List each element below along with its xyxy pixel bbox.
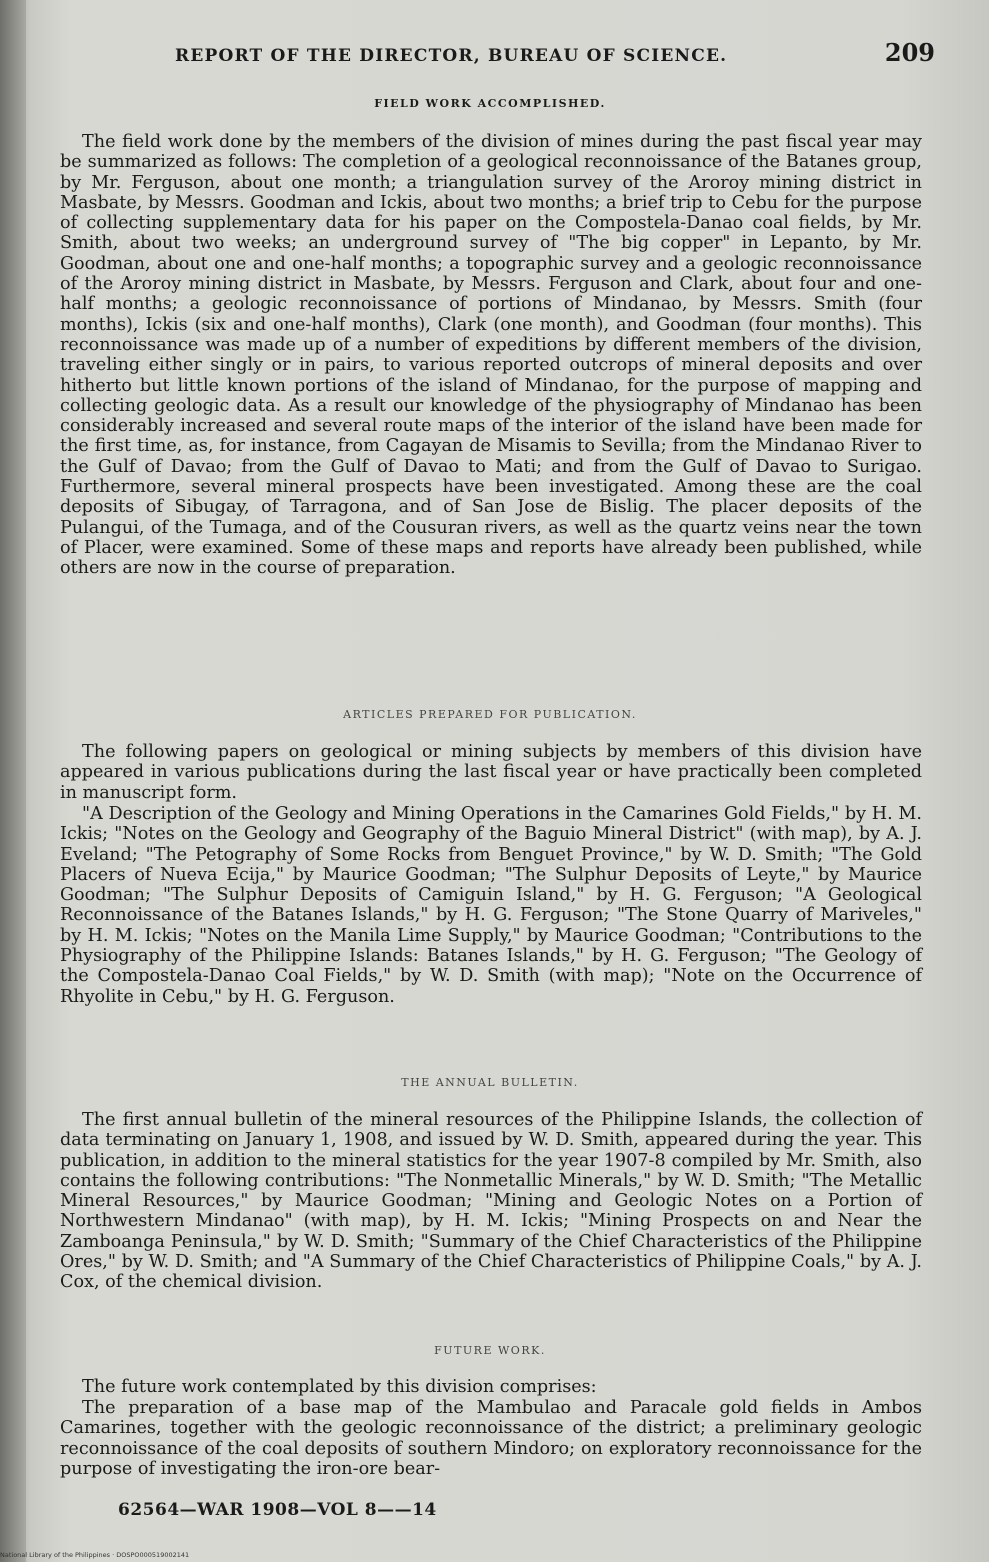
scan-credit: National Library of the Philippines · DOSPO000519002141 [0, 1551, 190, 1559]
page-binding-edge [0, 0, 26, 1562]
paragraph-future-intro: The future work contemplated by this division comprises: [82, 1377, 597, 1397]
paragraph-annual-bulletin: The first annual bulletin of the mineral resources of the Philippine Islands, the collection of data terminating on January 1, 1908, and issued by W. D. Smith, appeared during the year. This publication, in addition to the mineral statistics for the year 1907-8 compiled by Mr. Smith, also contains the following contributions: "The Nonmetallic Minerals," by W. D. Smith; "The Metallic Mineral Resources," by Maurice Goodman; "Mining and Geologic Notes on a Portion of Northwestern Mindanao" (with map), by H. M. Ickis; "Mining Prospects on and Near the Zamboanga Peninsula," by W. D. Smith; "Summary of the Chief Characteristics of the Philippine Ores," by W. D. Smith; and "A Summary of the Chief Characteristics of Philippine Coals," by A. J. Cox, of the chemical division. [60, 1110, 922, 1293]
heading-field-work: FIELD WORK ACCOMPLISHED. [374, 97, 606, 110]
heading-annual-bulletin: THE ANNUAL BULLETIN. [401, 1076, 579, 1089]
paragraph-articles-intro: The following papers on geological or mining subjects by members of this division have appeared in various publications during the last fiscal year or have practically been completed in manuscript form. [60, 742, 922, 803]
heading-articles: ARTICLES PREPARED FOR PUBLICATION. [343, 708, 637, 721]
running-header [175, 38, 935, 72]
footer-signature: 62564—WAR 1908—VOL 8——14 [118, 1500, 437, 1520]
paragraph-articles-list: "A Description of the Geology and Mining Operations in the Camarines Gold Fields," by H. M. Ickis; "Notes on the Geology and Geography of the Baguio Mineral District" (with map), by A. J. Eveland; "The Petography of Some Rocks from Benguet Province," by W. D. Smith; "The Gold Placers of Nueva Ecija," by Maurice Goodman; "The Sulphur Deposits of Leyte," by Maurice Goodman; "The Sulphur Deposits of Camiguin Island," by H. G. Ferguson; "A Geological Reconnoissance of the Batanes Islands," by H. G. Ferguson; "The Stone Quarry of Mariveles," by H. M. Ickis; "Notes on the Manila Lime Supply," by Maurice Goodman; "Contributions to the Physiography of the Philippine Islands: Batanes Islands," by H. G. Ferguson; "The Geology of the Compostela-Danao Coal Fields," by W. D. Smith (with map); "Note on the Occurrence of Rhyolite in Cebu," by H. G. Ferguson. [60, 804, 922, 1007]
paragraph-field-work: The field work done by the members of the division of mines during the past fiscal year may be summarized as follows: The completion of a geological reconnoissance of the Batanes group, by Mr. Ferguson, about one month; a triangulation survey of the Aroroy mining district in Masbate, by Messrs. Goodman and Ickis, about two months; a brief trip to Cebu for the purpose of collecting supplementary data for his paper on the Compostela-Danao coal fields, by Mr. Smith, about two weeks; an underground survey of "The big copper" in Lepanto, by Mr. Goodman, about one and one-half months; a topographic survey and a geologic reconnoissance of the Aroroy mining district in Masbate, by Messrs. Ferguson and Clark, about four and one-half months; a geologic reconnoissance of portions of Mindanao, by Messrs. Smith (four months), Ickis (six and one-half months), Clark (one month), and Goodman (four months). This reconnoissance was made up of a number of expeditions by different members of the division, traveling either singly or in pairs, to various reported outcrops of mineral deposits and over hitherto but little known portions of the island of Mindanao, for the purpose of mapping and collecting geologic data. As a result our knowledge of the physiography of Mindanao has been considerably increased and several route maps of the interior of the island have been made for the first time, as, for instance, from Cagayan de Misamis to Sevilla; from the Mindanao River to the Gulf of Davao; from the Gulf of Davao to Mati; and from the Gulf of Davao to Surigao. Furthermore, several mineral prospects have been investigated. Among these are the coal deposits of Sibugay, of Tarragona, and of San Jose de Bislig. The placer deposits of the Pulangui, of the Tumaga, and of the Cousuran rivers, as well as the quartz veins near the town of Placer, were examined. Some of these maps and reports have already been published, while others are now in the course of preparation. [60, 132, 922, 579]
page-number: 209 [884, 38, 935, 67]
heading-future-work: FUTURE WORK. [434, 1344, 546, 1357]
paragraph-future-work: The preparation of a base map of the Mambulao and Paracale gold fields in Ambos Camarines, together with the geologic reconnoissance of the district; a preliminary geologic reconnoissance of the coal deposits of southern Mindoro; on exploratory reconnoissance for the purpose of investigating the iron-ore bear- [60, 1398, 922, 1479]
header-title: REPORT OF THE DIRECTOR, BUREAU OF SCIENCE. [175, 46, 728, 66]
